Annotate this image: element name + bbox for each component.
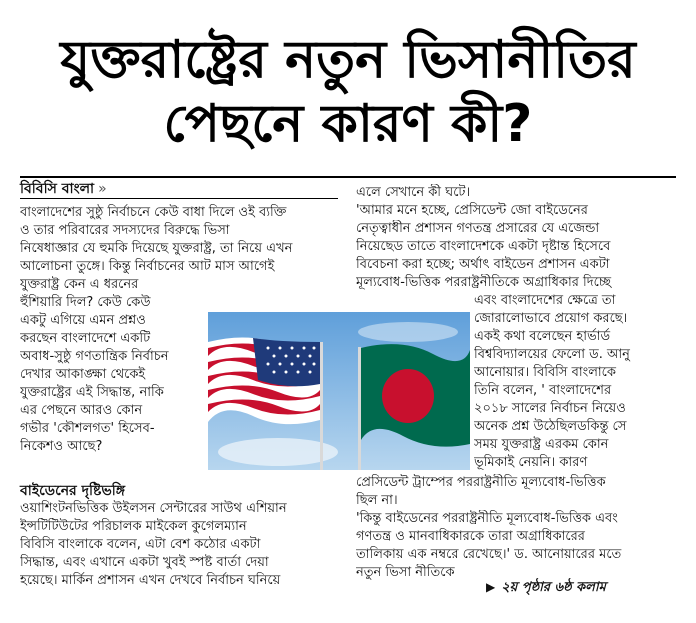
text-line: অবাধ-সুষ্ঠু গণতান্ত্রিক নির্বাচন [20,349,169,364]
byline [20,180,107,198]
play-arrow-icon: ▶ [486,580,496,594]
text-line: ২০১৮ সালের নির্বাচন নিয়েও [474,401,626,416]
text-line: সিদ্ধান্ত, এবং এখানে একটা খুবই স্পষ্ট বার্তা দেয়া [20,555,269,570]
text-line: বিবিসি বাংলাকে বলেন, এটা বেশ কঠোর একটা [20,537,261,552]
text-line: এলে সেখানে কী ঘটে। [356,185,471,200]
text-line: একই কথা বলেছেন হার্ভার্ড [474,329,611,344]
text-line: অনেক প্রশ্ন উঠেছিলডকিন্তু সে [474,419,627,434]
text-line: ও তার পরিবারের সদস্যদের বিরুদ্ধে ভিসা [20,223,230,238]
headline [0,28,696,156]
flags-illustration [208,312,470,470]
continuation-pointer [486,578,606,597]
flags-photo [208,312,470,470]
flag-pole [358,347,361,470]
text-line: 'কিন্তু বাইডেনের পররাষ্ট্রনীতি মূল্যবোধ-ভিত্তিক এবং [356,511,618,526]
text-line: নিয়েছেড তাতে বাংলাদেশকে একটা দৃষ্টান্ত হিসেবে [356,239,611,254]
text-line: আনোয়ার। বিবিসি বাংলাকে [474,365,617,380]
text-line: জোরালোভাবে প্রয়োগ করছে। [474,311,628,326]
text-line: একটু এগিয়ে এমন প্রশ্নও [20,313,146,328]
text-line: গভীর 'কৌশলগত' হিসেব- [20,421,155,436]
text-line: ইন্সটিটিউটের পরিচালক মাইকেল কুগেলম্যান [20,519,247,534]
text-line: বাংলাদেশের সুষ্ঠু নির্বাচনে কেউ বাধা দিলে ওই ব্যক্তি [20,205,287,220]
left-column-bottom [20,500,338,590]
text-line: তালিকায় এক নম্বরে রেখেছে।' ড. আনোয়ারের মতে [356,547,622,562]
text-line: করছেন বাংলাদেশে একটি [20,331,151,346]
text-line: সময় যুক্তরাষ্ট্র এরকম কোন [474,437,609,452]
left-column-wrap [20,276,206,456]
text-line: তিনি বলেন, ' বাংলাদেশের [474,383,612,398]
flag-pole [320,342,323,470]
text-line: নেতৃত্বাধীন প্রশাসন গণতন্ত্র প্রসারের যে এজেন্ডা [356,221,600,236]
text-line: গণতন্ত্র ও মানবাধিকারকে তারা অগ্রাধিকারের [356,529,585,544]
text-line: এবং বাংলাদেশের ক্ষেত্রে তা [474,293,616,308]
continuation-ref: ২য় পৃষ্ঠার ৬ষ্ঠ কলাম [501,580,606,595]
text-line: নিকেশও আছে? [20,439,103,454]
top-rule [20,176,676,178]
text-line: নতুন ভিসা নীতিকে [356,565,455,580]
text-line: হুঁশিয়ারি দিল? কেউ কেউ [20,295,151,310]
right-column-bottom [356,474,674,582]
chevron-right-icon: » [98,181,107,197]
text-line: ভূমিকাই নেয়নি। কারণ [474,455,588,470]
headline-line-2: পেছনে কারণ কী? [163,94,533,154]
headline-line-1: যুক্তরাষ্ট্রের নতুন ভিসানীতির [60,30,636,90]
text-line: হয়েছে। মার্কিন প্রশাসন এখন দেখবে নির্বাচন ঘনিয়ে [20,573,281,588]
text-line: যুক্তরাষ্ট্র কেন এ ধরনের [20,277,139,292]
section-subhead: বাইডেনের দৃষ্টিভঙ্গি [20,483,126,499]
text-line: মূল্যবোধ-ভিত্তিক পররাষ্ট্রনীতিকে অগ্রাধিকার দিচ্ছে [356,275,612,290]
text-line: বিশ্ববিদ্যালয়ের ফেলো ড. আনু [474,347,630,362]
right-column-top [356,184,674,292]
text-line: বিবেচনা করা হচ্ছে; অর্থাৎ বাইডেন প্রশাসন একটা [356,257,610,272]
left-column-intro [20,204,338,276]
text-line: 'আমার মনে হচ্ছে, প্রেসিডেন্ট জো বাইডেনের [356,203,588,218]
right-column-wrap [474,292,674,472]
text-line: যুক্তরাষ্ট্রের এই সিদ্ধান্ত, নাকি [20,385,164,400]
text-line: নিষেধাজ্ঞার যে হুমকি দিয়েছে যুক্তরাষ্ট্র, তা নিয়ে এখন [20,241,293,256]
text-line: প্রেসিডেন্ট ট্রাম্পের পররাষ্ট্রনীতি মূল্যবোধ-ভিত্তিক [356,475,606,490]
byline-rule [20,198,338,199]
cloud [358,322,458,342]
text-line: ওয়াশিংটনভিত্তিক উইলসন সেন্টারের সাউথ এশিয়ান [20,501,287,516]
text-line: দেখার আকাঙ্ক্ষা থেকেই [20,367,146,382]
byline-source: বিবিসি বাংলা [20,181,95,197]
text-line: আলোচনা তুঙ্গে। কিন্তু নির্বাচনের আট মাস আগেই [20,259,275,274]
text-line: ছিল না। [356,493,398,508]
text-line: এর পেছনে আরও কোন [20,403,143,418]
